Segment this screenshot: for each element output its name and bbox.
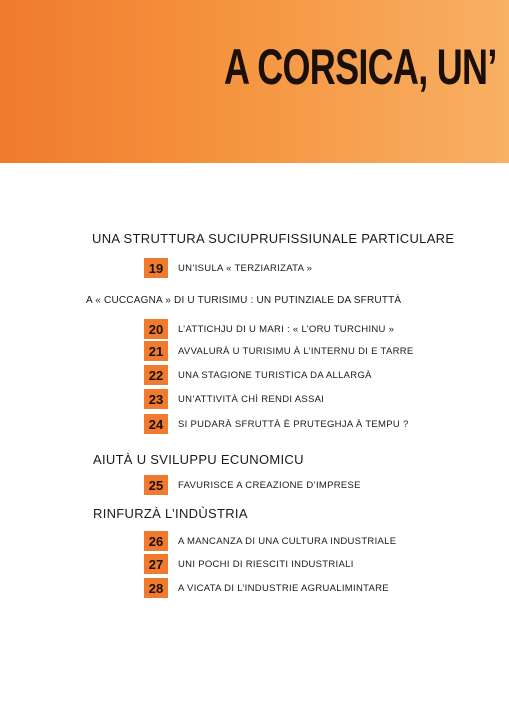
section-heading: A « CUCCAGNA » DI U TURISIMU : UN PUTINZIALE DA SFRUTTÀ: [86, 295, 402, 306]
entry-label: UNI POCHI DI RIESCITI INDUSTRIALI: [178, 558, 354, 570]
entry-label: AVVALURÀ U TURISIMU À L’INTERNU DI E TARRE: [178, 345, 414, 357]
entry-label: UN’ATTIVITÀ CHÌ RENDI ASSAI: [178, 393, 325, 405]
page-number-badge: 26: [144, 531, 168, 551]
entry-label: A VICATA DI L’INDUSTRIE AGRUALIMINTARE: [178, 582, 389, 594]
page-title: A CORSICA, UN’: [224, 39, 497, 95]
toc-entry[interactable]: [144, 414, 409, 434]
page-number-badge: 22: [144, 365, 168, 385]
entry-label: SI PUDARÀ SFRUTTÀ È PRUTEGHJA À TEMPU ?: [178, 418, 409, 430]
page-number-badge: 23: [144, 389, 168, 409]
page-number-badge: 28: [144, 578, 168, 598]
header-banner: [0, 0, 509, 163]
toc-entry[interactable]: [144, 531, 396, 551]
section-heading: RINFURZÀ L’INDÙSTRIA: [93, 506, 248, 521]
entry-label: UN’ISULA « TERZIARIZATA »: [178, 262, 313, 274]
toc-entry[interactable]: [144, 365, 372, 385]
toc-entry[interactable]: [144, 258, 312, 278]
page-number-badge: 20: [144, 319, 168, 339]
page-number-badge: 25: [144, 475, 168, 495]
toc-entry[interactable]: [144, 475, 361, 495]
toc-entry[interactable]: [144, 554, 354, 574]
toc-entry[interactable]: [144, 319, 394, 339]
entry-label: L’ATTICHJU DI U MARI : « L’ORU TURCHINU »: [178, 323, 395, 335]
page-number-badge: 24: [144, 414, 168, 434]
entry-label: FAVURISCE A CREAZIONE D’IMPRESE: [178, 479, 361, 491]
entry-label: A MANCANZA DI UNA CULTURA INDUSTRIALE: [178, 535, 397, 547]
section-heading: UNA STRUTTURA SUCIUPRUFISSIUNALE PARTICULARE: [92, 231, 455, 246]
page-number-badge: 19: [144, 258, 168, 278]
page-number-badge: 27: [144, 554, 168, 574]
page-number-badge: 21: [144, 341, 168, 361]
section-heading: AIUTÀ U SVILUPPU ECUNOMICU: [93, 452, 304, 467]
toc-entry[interactable]: [144, 389, 324, 409]
entry-label: UNA STAGIONE TURISTICA DA ALLARGÀ: [178, 369, 372, 381]
toc-entry[interactable]: [144, 341, 414, 361]
toc-entry[interactable]: [144, 578, 389, 598]
